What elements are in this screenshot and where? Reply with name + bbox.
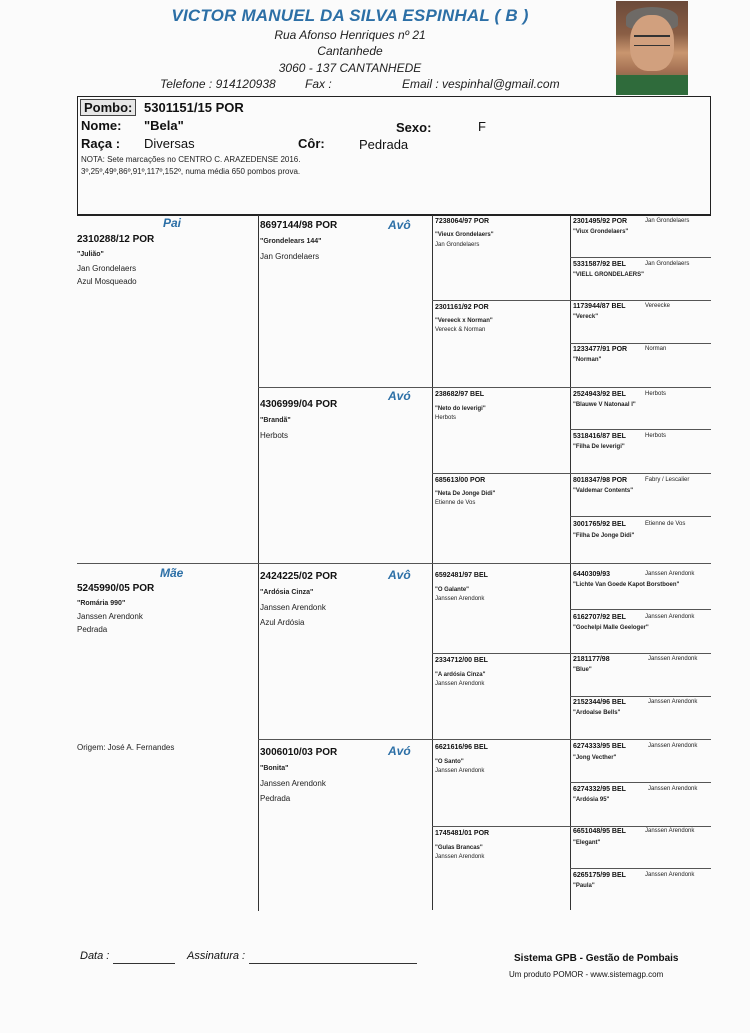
gp-breeder: Jan Grondelaers — [260, 252, 320, 261]
ggp-name: "A ardósia Cinza" — [435, 672, 486, 678]
ggp-breeder: Janssen Arendonk — [435, 854, 485, 860]
pigeon-color: Pedrada — [359, 137, 409, 152]
g5-ring: 2181177/98 — [573, 656, 610, 663]
mae-color: Pedrada — [77, 625, 108, 634]
g5-breeder: Janssen Arendonk — [648, 699, 698, 705]
g5-ring: 6440309/93 — [573, 571, 610, 578]
g5-name: "Ardósia 95" — [573, 797, 610, 803]
ggp-ring: 2334712/00 BEL — [435, 657, 488, 664]
ggp-breeder: Janssen Arendonk — [435, 596, 485, 602]
sexo-label: Sexo: — [396, 120, 432, 135]
ggp-breeder: Herbots — [435, 415, 457, 421]
fax-label: Fax : — [305, 77, 332, 91]
g5-name: "Valdemar Contents" — [573, 488, 634, 494]
pai-color: Azul Mosqueado — [77, 277, 137, 286]
ggp-ring: 685613/00 POR — [435, 477, 486, 484]
ggp-breeder: Vereeck & Norman — [435, 327, 486, 333]
pigeon-info-box — [77, 96, 711, 215]
g5-breeder: Janssen Arendonk — [645, 614, 695, 620]
ggp-breeder: Etienne de Vos — [435, 500, 476, 506]
signature-field[interactable] — [249, 950, 417, 964]
gp-head: Avô — [388, 568, 411, 582]
g5-name: "Blauwe V Natonaal I" — [573, 402, 636, 408]
g5-name: "Gochelpi Malle Geeloger" — [573, 625, 649, 631]
divider-g5-1 — [570, 257, 711, 258]
g5-ring: 1233477/91 POR — [573, 346, 628, 353]
g5-name: "Blue" — [573, 667, 592, 673]
divider-gp-1 — [258, 387, 711, 388]
pai-ring: 2310288/12 POR — [77, 234, 155, 245]
g5-breeder: Janssen Arendonk — [645, 828, 695, 834]
nota-line-1: NOTA: Sete marcações no CENTRO C. ARAZEDENSE 2016. — [81, 155, 301, 164]
assinatura-label: Assinatura : — [187, 950, 246, 962]
g5-name: "Vereck" — [573, 314, 599, 320]
gp-head: Avó — [388, 744, 411, 758]
ggp-name: "Vieux Grondelaers" — [435, 232, 494, 238]
divider-g5-4 — [570, 516, 711, 517]
raca-label: Raça : — [81, 136, 121, 151]
ggp-ring: 2301161/92 POR — [435, 304, 489, 311]
g5-breeder: Etienne de Vos — [645, 521, 686, 527]
system-name: Sistema GPB - Gestão de Pombais — [514, 953, 679, 964]
g5-name: "Ardoalse Bells" — [573, 710, 621, 716]
g5-breeder: Herbots — [645, 391, 667, 397]
ggp-name: "Gulas Brancas" — [435, 845, 483, 851]
gp-name: "Bonita" — [260, 765, 289, 772]
origem-note: Origem: José A. Fernandes — [77, 743, 175, 752]
nome-label: Nome: — [81, 118, 122, 133]
gp-breeder: Janssen Arendonk — [260, 779, 326, 788]
gp-color: Pedrada — [260, 794, 291, 803]
divider-g5-5 — [570, 609, 711, 610]
pigeon-sex: F — [478, 119, 486, 134]
g5-breeder: Herbots — [645, 433, 667, 439]
g5-name: "VIELL GRONDELAERS" — [573, 272, 644, 278]
mae-header: Mãe — [160, 566, 184, 580]
g5-ring: 8018347/98 POR — [573, 477, 628, 484]
ggp-ring: 1745481/01 POR — [435, 830, 490, 837]
address-postal: 3060 - 137 CANTANHEDE — [278, 61, 422, 75]
address-city: Cantanhede — [317, 44, 383, 58]
ggp-breeder: Jan Grondelaers — [435, 242, 480, 248]
ggp-ring: 6592481/97 BEL — [435, 572, 488, 579]
pai-breeder: Jan Grondelaers — [77, 264, 137, 273]
pigeon-ring: 5301151/15 POR — [144, 100, 244, 115]
divider-ggp-3 — [432, 653, 711, 654]
divider-ggp-2 — [432, 473, 711, 474]
address-street: Rua Afonso Henriques nº 21 — [274, 28, 426, 42]
pigeon-name: "Bela" — [144, 118, 184, 133]
g5-name: "Paula" — [573, 883, 595, 889]
g5-breeder: Vereecke — [645, 303, 671, 309]
g5-ring: 6274333/95 BEL — [573, 743, 626, 750]
ggp-ring: 7238064/97 POR — [435, 218, 490, 225]
divider-g5-3 — [570, 429, 711, 430]
ggp-breeder: Janssen Arendonk — [435, 681, 485, 687]
mae-name: "Romária 990" — [77, 600, 126, 607]
gp-color: Azul Ardósia — [260, 618, 305, 627]
ggp-breeder: Janssen Arendonk — [435, 768, 485, 774]
g5-name: "Filha De leverigi" — [573, 444, 625, 450]
breeder-name: VICTOR MANUEL DA SILVA ESPINHAL ( B ) — [171, 6, 529, 25]
divider-gp-2 — [258, 739, 711, 740]
ggp-ring: 238682/97 BEL — [435, 391, 485, 398]
gp-name: "Grondelears 144" — [260, 238, 322, 245]
pai-header: Pai — [163, 216, 182, 230]
divider-ggp-1 — [432, 300, 711, 301]
gp-ring: 2424225/02 POR — [260, 571, 338, 582]
divider-g5-6 — [570, 696, 711, 697]
divider-ggp-4 — [432, 826, 711, 827]
gp-name: "Brandã" — [260, 417, 291, 424]
g5-breeder: Janssen Arendonk — [648, 656, 698, 662]
phone-number: Telefone : 914120938 — [160, 77, 276, 91]
g5-ring: 2524943/92 BEL — [573, 391, 626, 398]
gp-ring: 4306999/04 POR — [260, 399, 338, 410]
g5-breeder: Norman — [645, 346, 667, 352]
divider-g5-8 — [570, 868, 711, 869]
gp-ring: 3006010/03 POR — [260, 747, 338, 758]
g5-ring: 5331587/92 BEL — [573, 261, 626, 268]
g5-breeder: Janssen Arendonk — [645, 872, 695, 878]
g5-name: "Elegant" — [573, 840, 601, 846]
g5-name: "Lichte Van Goede Kapot Borstboen" — [573, 582, 680, 588]
g5-name: "Jong Vecther" — [573, 755, 617, 761]
g5-ring: 1173944/87 BEL — [573, 303, 626, 310]
divider-g5-2 — [570, 343, 711, 344]
g5-ring: 2152344/96 BEL — [573, 699, 626, 706]
g5-ring: 3001765/92 BEL — [573, 521, 626, 528]
data-label: Data : — [80, 950, 110, 962]
gp-head: Avô — [388, 218, 411, 232]
cor-label: Côr: — [298, 136, 325, 151]
divider-parents — [77, 563, 711, 564]
g5-breeder: Janssen Arendonk — [645, 571, 695, 577]
g5-ring: 6162707/92 BEL — [573, 614, 626, 621]
gp-breeder: Herbots — [260, 431, 289, 440]
gp-ring: 8697144/98 POR — [260, 220, 338, 231]
product-credit: Um produto POMOR - www.sistemagp.com — [509, 970, 664, 979]
g5-breeder: Janssen Arendonk — [648, 786, 698, 792]
pai-name: "Julião" — [77, 251, 104, 258]
ggp-name: "Neta De Jonge Didi" — [435, 491, 496, 497]
g5-breeder: Jan Grondelaers — [645, 261, 690, 267]
g5-ring: 2301495/92 POR — [573, 218, 628, 225]
g5-ring: 6265175/99 BEL — [573, 872, 626, 879]
ggp-name: "Neto do leverigi" — [435, 406, 486, 412]
g5-name: "Norman" — [573, 357, 602, 363]
nota-line-2: 3º,25º,49º,86º,91º,117º,152º, numa média 650 pombos prova. — [81, 167, 301, 176]
g5-breeder: Jan Grondelaers — [645, 218, 690, 224]
g5-name: "Viux Grondelaers" — [573, 229, 629, 235]
mae-ring: 5245990/05 POR — [77, 583, 155, 594]
mae-breeder: Janssen Arendonk — [77, 612, 143, 621]
g5-breeder: Janssen Arendonk — [648, 743, 698, 749]
g5-ring: 6651048/95 BEL — [573, 828, 626, 835]
g5-name: "Filha De Jonge Didi" — [573, 533, 635, 539]
gp-head: Avó — [388, 389, 411, 403]
g5-breeder: Fabry / Lescalier — [645, 477, 690, 483]
ggp-ring: 6621616/96 BEL — [435, 744, 488, 751]
gp-breeder: Janssen Arendonk — [260, 603, 326, 612]
email-address: Email : vespinhal@gmail.com — [402, 77, 560, 91]
pigeon-breed: Diversas — [144, 136, 195, 151]
pombo-label: Pombo: — [80, 99, 136, 116]
divider-g5-7 — [570, 782, 711, 783]
data-field[interactable] — [113, 950, 175, 964]
gp-name: "Ardósia Cinza" — [260, 589, 314, 596]
g5-ring: 5318416/87 BEL — [573, 433, 626, 440]
owner-photo — [616, 1, 688, 95]
ggp-name: "Vereeck x Norman" — [435, 318, 493, 324]
ggp-name: "O Santo" — [435, 759, 464, 765]
g5-ring: 6274332/95 BEL — [573, 786, 626, 793]
ggp-name: "O Galante" — [435, 587, 470, 593]
